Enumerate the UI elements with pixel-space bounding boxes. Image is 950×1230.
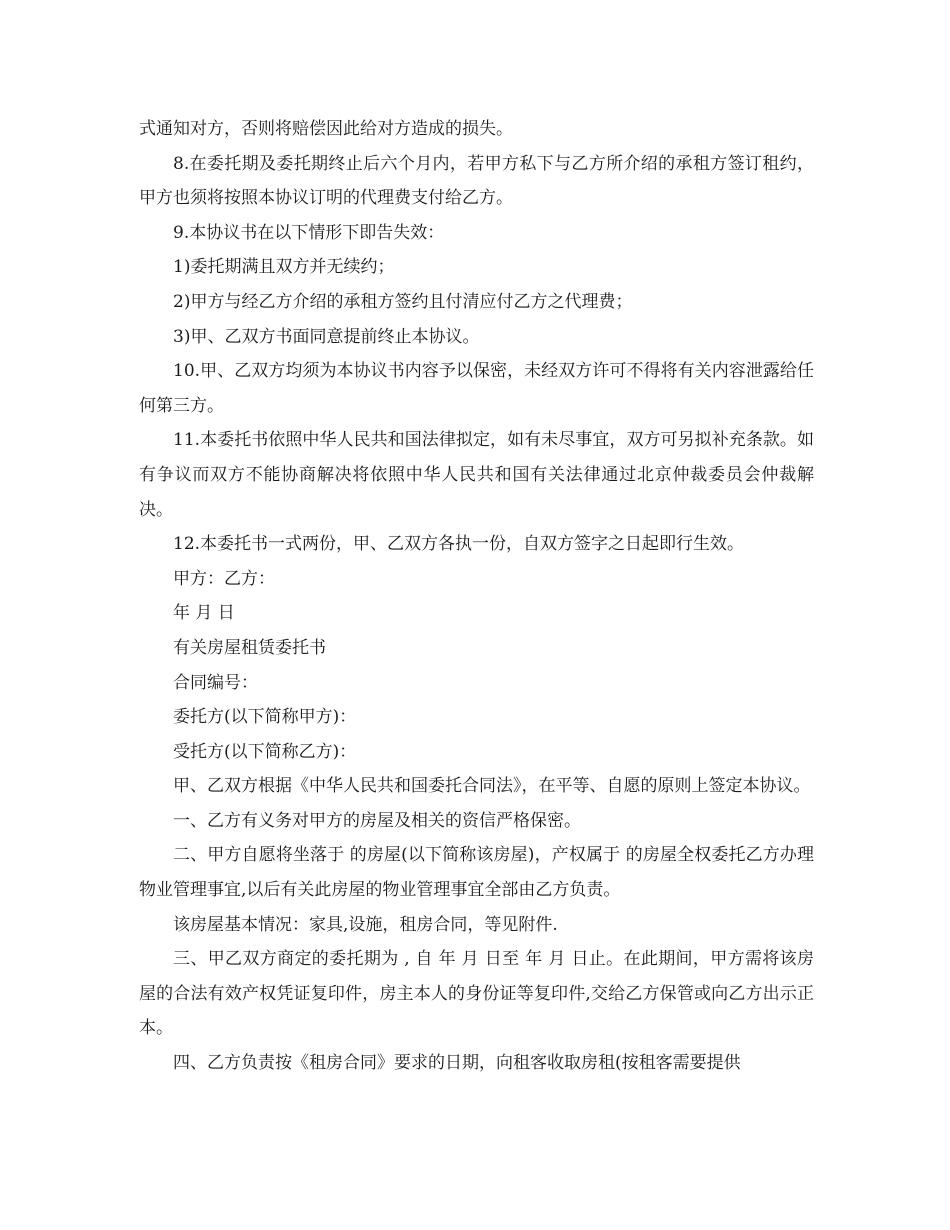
article-1: 一、乙方有义务对甲方的房屋及相关的资信严格保密。 xyxy=(173,810,581,831)
clause-9: 9.本协议书在以下情形下即告失效： xyxy=(173,222,445,243)
article-3: 三、甲乙双方商定的委托期为 , 自 年 月 日至 年 月 日止。在此期间，甲方需将该房屋的合法有效产权凭证复印件，房主本人的身份证等复印件,交给乙方保管或向乙方出示正本。 xyxy=(139,949,814,1039)
article-4: 四、乙方负责按《租房合同》要求的日期，向租客收取房租(按租客需要提供 xyxy=(173,1053,741,1074)
clause-10: 10.甲、乙双方均须为本协议书内容予以保密，未经双方许可不得将有关内容泄露给任何第三方。 xyxy=(139,361,814,416)
preamble: 甲、乙双方根据《中华人民共和国委托合同法》，在平等、自愿的原则上签定本协议。 xyxy=(173,776,811,797)
contract-number: 合同编号： xyxy=(173,672,258,693)
document-title: 有关房屋租赁委托书 xyxy=(173,637,326,658)
clause-11: 11.本委托书依照中华人民共和国法律拟定，如有未尽事宜，双方可另拟补充条款。如有争议而双方不能协商解决将依照中华人民共和国有关法律通过北京仲裁委员会仲裁解决。 xyxy=(139,430,814,520)
clause-8: 8.在委托期及委托期终止后六个月内，若甲方私下与乙方所介绍的承租方签订租约，甲方也须将按照本协议订明的代理费支付给乙方。 xyxy=(139,153,814,209)
clause-9-item-3: 3)甲、乙双方书面同意提前终止本协议。 xyxy=(173,326,480,347)
clause-9-item-1: 1)委托期满且双方并无续约； xyxy=(173,257,395,278)
signature-parties: 甲方：乙方： xyxy=(173,568,275,589)
signature-date: 年 月 日 xyxy=(173,603,235,624)
clause-9-item-2: 2)甲方与经乙方介绍的承租方签约且付清应付乙方之代理费； xyxy=(173,291,633,312)
clause-12: 12.本委托书一式两份，甲、乙双方各执一份，自双方签字之日起即行生效。 xyxy=(173,534,745,555)
document-body xyxy=(139,112,814,1081)
property-details: 该房屋基本情况：家具,设施，租房合同，等见附件. xyxy=(173,914,558,935)
principal-party: 委托方(以下简称甲方)： xyxy=(173,707,357,728)
paragraph-continuation: 式通知对方，否则将赔偿因此给对方造成的损失。 xyxy=(139,119,513,139)
article-2: 二、甲方自愿将坐落于 的房屋(以下简称该房屋)，产权属于 的房屋全权委托乙方办理物业管理事宜,以后有关此房屋的物业管理事宜全部由乙方负责。 xyxy=(139,845,814,901)
agent-party: 受托方(以下简称乙方)： xyxy=(173,741,357,762)
